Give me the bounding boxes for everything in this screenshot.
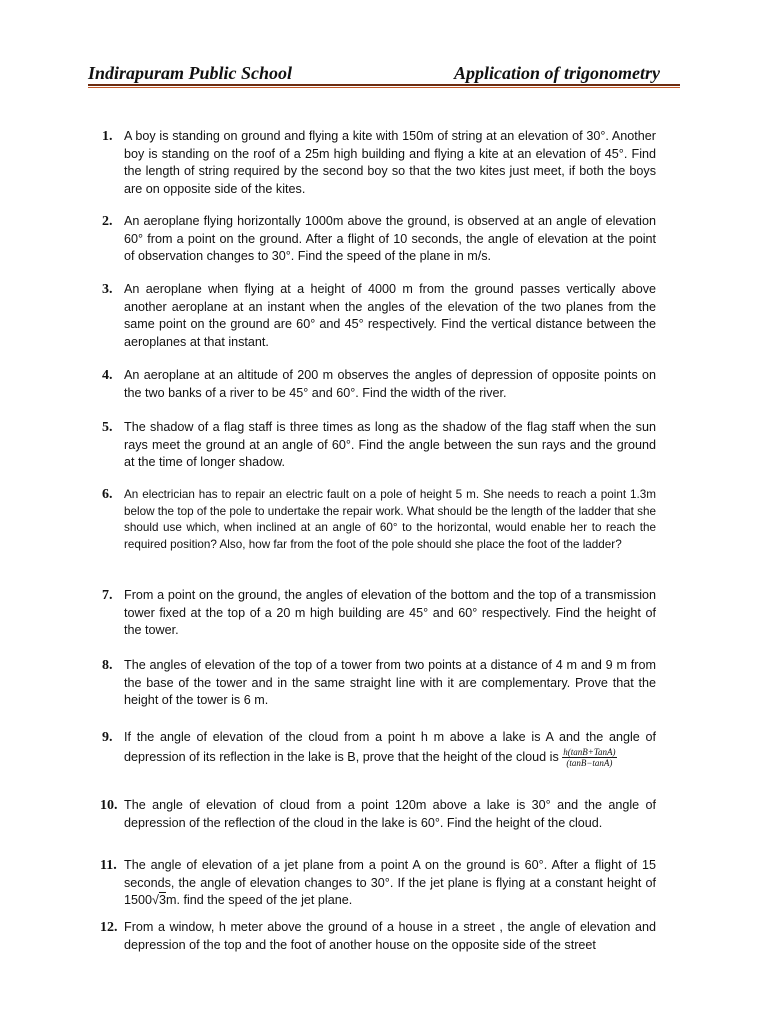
formula-denominator: (tanB−tanA): [566, 757, 613, 768]
question-number: 7.: [102, 588, 113, 603]
question-number: 2.: [102, 214, 113, 229]
header-rule: [88, 84, 680, 86]
formula-numerator: h(tanB+TanA): [563, 746, 616, 757]
question-number: 5.: [102, 420, 113, 435]
question-number: 10.: [100, 798, 118, 813]
question-number: 1.: [102, 129, 113, 144]
question-text: An aeroplane when flying at a height of 4000 m from the ground passes vertically above another aeroplane at an instant when the angles of the elevation of the two planes from the same point on the ground are 60° and 45° respectively. Find the vertical distance between the aeroplanes at that instant.: [124, 282, 656, 349]
question-text: An aeroplane flying horizontally 1000m above the ground, is observed at an angle of elevation 60° from a point on the ground. After a flight of 10 seconds, the angle of elevation at the point of observation changes to 30°. Find the speed of the plane in m/s.: [124, 214, 656, 264]
question-text: The angles of elevation of the top of a tower from two points at a distance of 4 m and 9 m from the base of the tower and in the same straight line with it are complementary. Prove that the height of the tower is 6 m.: [124, 658, 656, 708]
topic-title: Application of trigonometry: [453, 63, 660, 83]
question-number: 8.: [102, 658, 113, 673]
question-text: The angle of elevation of cloud from a point 120m above a lake is 30° and the angle of depression of the reflection of the cloud in the lake is 60°. Find the height of the cloud.: [124, 798, 656, 830]
question-number: 12.: [100, 920, 118, 935]
header-rule-accent: [88, 87, 680, 88]
page-header: [88, 58, 680, 84]
question-8: [102, 657, 656, 710]
question-6: [102, 487, 656, 553]
question-number: 3.: [102, 282, 113, 297]
question-number: 6.: [102, 487, 113, 502]
question-7: [102, 587, 656, 640]
question-1: [102, 128, 656, 198]
question-5: [102, 419, 656, 472]
question-4: [102, 367, 656, 402]
question-number: 11.: [100, 858, 117, 873]
question-9: [102, 729, 656, 768]
question-text: If the angle of elevation of the cloud from a point h m above a lake is A and the angle of depression of its reflection in the lake is B, prove that the height of the cloud is: [124, 730, 656, 764]
question-12: [100, 919, 656, 954]
sqrt-radicand: 3: [158, 893, 166, 908]
question-text: The angle of elevation of a jet plane from a point A on the ground is 60°. After a flight of 15 seconds, the angle of elevation changes to 30°. If the jet plane is flying at a constant height of 1500: [124, 858, 656, 908]
question-text: An aeroplane at an altitude of 200 m observes the angles of depression of opposite points on the two banks of a river to be 45° and 60°. Find the width of the river.: [124, 368, 656, 400]
question-number: 4.: [102, 368, 113, 383]
question-number: 9.: [102, 730, 113, 745]
question-text-end: m. find the speed of the jet plane.: [165, 893, 353, 908]
height-formula: [562, 747, 616, 768]
question-10: [100, 797, 656, 832]
question-text: A boy is standing on ground and flying a kite with 150m of string at an elevation of 30°. Another boy is standing on the roof of a 25m high building and flying a kite at an elevation of 45°. Find the length of string required by the second boy so that the two kites just meet, if both the boys are on opposite side of the kites.: [124, 129, 656, 196]
question-text: The shadow of a flag staff is three times as long as the shadow of the flag staff when the sun rays meet the ground at an angle of 60°. Find the angle between the sun rays and the ground at the time of longer shadow.: [124, 420, 656, 470]
question-2: [102, 213, 656, 266]
question-text: An electrician has to repair an electric fault on a pole of height 5 m. She needs to reach a point 1.3m below the top of the pole to undertake the repair work. What should be the length of the ladder that she should use which, when inclined at an angle of 60° to the horizontal, would enable her to reach the required position? Also, how far from the foot of the pole should she place the foot of the ladder?: [124, 488, 656, 551]
school-name: Indirapuram Public School: [88, 63, 293, 83]
question-text: From a window, h meter above the ground of a house in a street , the angle of elevation and depression of the top and the foot of another house on the opposite side of the street: [124, 920, 656, 952]
question-3: [102, 281, 656, 351]
question-text: From a point on the ground, the angles of elevation of the bottom and the top of a transmission tower fixed at the top of a 20 m high building are 45° and 60° respectively. Find the height of the tower.: [124, 588, 656, 638]
question-11: 11. The angle of elevation of a jet plane from a point A on the ground is 60°. After a flight of 15 seconds, the angle of elevation changes to 30°. If the jet plane is flying at a constant height of 1500√3m. find the speed of the jet plane.: [100, 858, 656, 908]
